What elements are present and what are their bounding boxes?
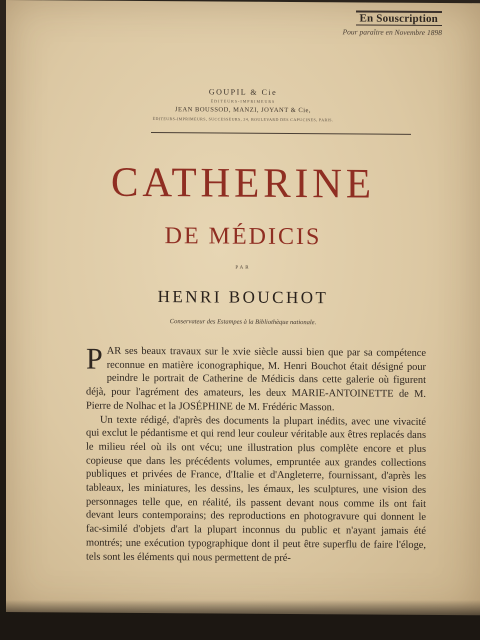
author-name: HENRI BOUCHOT	[157, 287, 329, 308]
publisher-role: ÉDITEURS-IMPRIMEURS	[210, 98, 276, 104]
publication-date: Pour paraître en Novembre 1898	[342, 27, 442, 38]
book-title: CATHERINE	[111, 159, 375, 208]
publisher-address: ÉDITEURS-IMPRIMEURS, SUCCESSEURS, 24, BOULEVARD DES CAPUCINES, PARIS.	[152, 116, 334, 123]
author-title: Conservateur des Estampes à la Bibliothèque nationale.	[169, 318, 317, 327]
prospectus-text	[86, 342, 426, 567]
by-label: PAR	[235, 265, 251, 271]
subscription-badge: En Souscription	[356, 10, 443, 26]
publisher-successors: JEAN BOUSSOD, MANZI, JOYANT & Cie,	[174, 106, 312, 115]
book-subtitle: DE MÉDICIS	[164, 223, 322, 251]
paragraph-1	[86, 342, 426, 416]
drop-cap: P	[86, 342, 103, 376]
bottom-shadow	[0, 600, 480, 640]
divider-rule	[151, 132, 411, 135]
paragraph-2: Un texte rédigé, d'après des documents la plupart inédits, avec une vivacité qui exclut le pédantisme et qui rend leur couleur véritable aux êtres replacés dans le milieu réel où ils ont vécu; une illustration plus complète encore et plus copieuse que dans les précédents volumes, empruntée aux grandes collections publiques et privées de France, d'Italie et d'Angleterre, fournissant, d'après les tableaux, les miniatures, les dessins, les émaux, les sculptures, une vision des personnages telle que, en réalité, ils passent devant nous comme ils ont fait devant leurs contemporains; des reproductions en photogravure qui donnent le fac-similé d'objets d'art la plupart inconnus du public et n'ayant jamais été montrés; une exécution typographique dont il peut être superflu de faire l'éloge, tels sont les éléments qui nous permettent de pré-	[86, 414, 426, 564]
prospectus-page	[6, 0, 480, 615]
publisher-name: GOUPIL & Cie	[208, 87, 278, 97]
paragraph-1-text: AR ses beaux travaux sur le xvie siècle aussi bien que par sa compétence reconnue en matière iconographique, M. Henri Bouchot était désigné pour peindre le portrait de Catherine de Médicis dans cette galerie où figurent déjà, pour l'agrément des amateurs, les deux MARIE-ANTOINETTE de M. Pierre de Nolhac et la JOSÉPHINE de M. Frédéric Masson.	[86, 345, 426, 414]
publisher-block	[6, 86, 480, 123]
subscription-notice	[334, 8, 442, 37]
